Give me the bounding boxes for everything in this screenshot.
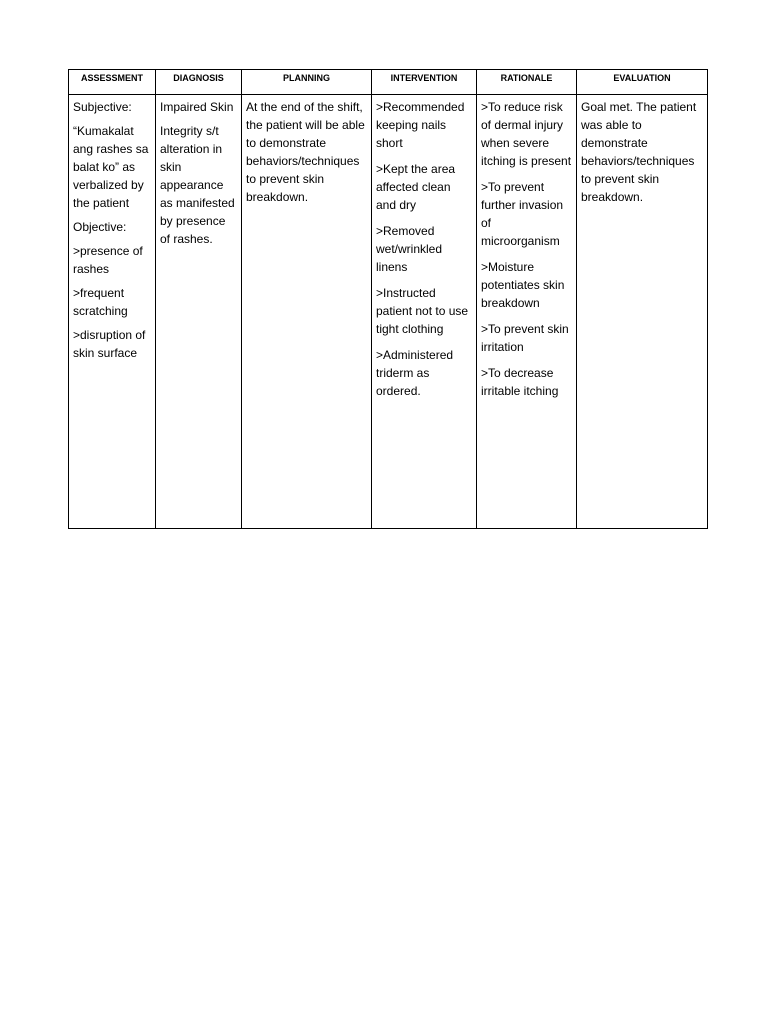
nursing-care-plan-table: [68, 69, 708, 529]
evaluation-text: Goal met. The patient was able to demonstrate behaviors/techniques to prevent skin breakdown.: [581, 100, 697, 204]
assessment-finding: >frequent scratching: [73, 286, 128, 318]
diagnosis-title: Impaired Skin: [160, 100, 234, 114]
header-rationale: RATIONALE: [477, 70, 577, 95]
header-intervention: INTERVENTION: [372, 70, 477, 95]
intervention-item: >Administered triderm as ordered.: [376, 348, 454, 398]
table-row: [69, 95, 708, 529]
intervention-cell: [372, 95, 477, 529]
evaluation-cell: [577, 95, 708, 529]
intervention-item: >Kept the area affected clean and dry: [376, 162, 456, 212]
assessment-cell: [69, 95, 156, 529]
header-row: [69, 70, 708, 95]
assessment-finding: >disruption of skin surface: [73, 328, 146, 360]
assessment-subjective-text: “Kumakalat ang rashes sa balat ko” as verbalized by the patient: [73, 124, 149, 210]
header-assessment: ASSESSMENT: [69, 70, 156, 95]
intervention-item: >Recommended keeping nails short: [376, 100, 465, 150]
rationale-item: >Moisture potentiates skin breakdown: [481, 260, 565, 310]
intervention-item: >Instructed patient not to use tight clothing: [376, 286, 469, 336]
planning-text: At the end of the shift, the patient will be able to demonstrate behaviors/techniques to prevent skin breakdown.: [246, 100, 365, 204]
assessment-objective-label: Objective:: [73, 220, 127, 234]
header-diagnosis: DIAGNOSIS: [156, 70, 242, 95]
header-planning: PLANNING: [242, 70, 372, 95]
rationale-item: >To reduce risk of dermal injury when severe itching is present: [481, 100, 572, 168]
intervention-item: >Removed wet/wrinkled linens: [376, 224, 443, 274]
diagnosis-cell: [156, 95, 242, 529]
rationale-cell: [477, 95, 577, 529]
rationale-item: >To prevent skin irritation: [481, 322, 569, 354]
assessment-finding: >presence of rashes: [73, 244, 143, 276]
planning-cell: [242, 95, 372, 529]
diagnosis-text: Integrity s/t alteration in skin appearance as manifested by presence of rashes.: [160, 124, 235, 246]
header-evaluation: EVALUATION: [577, 70, 708, 95]
rationale-item: >To decrease irritable itching: [481, 366, 559, 398]
rationale-item: >To prevent further invasion of microorganism: [481, 180, 564, 248]
assessment-subjective-label: Subjective:: [73, 100, 132, 114]
